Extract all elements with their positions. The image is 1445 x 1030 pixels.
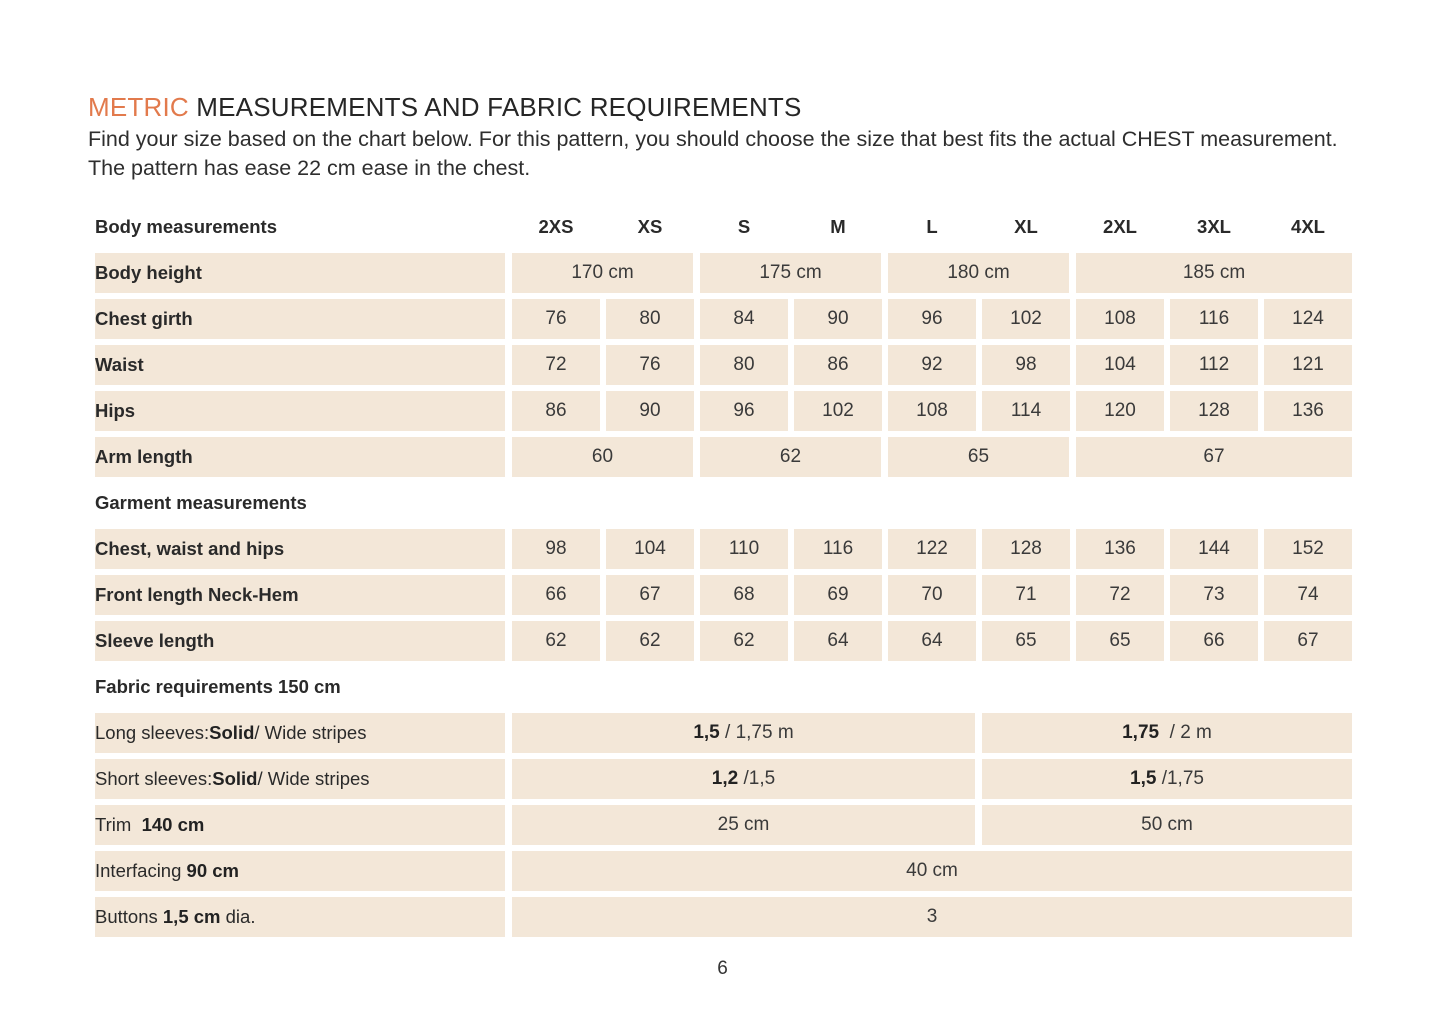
size-header: XL	[1014, 216, 1038, 237]
body-height-group: 170 cm	[512, 253, 693, 293]
body-value-cell: 124	[1264, 299, 1352, 339]
body-value-cell: 102	[794, 391, 882, 431]
garment-value-cell: 98	[512, 529, 600, 569]
body-value-cell: 96	[888, 299, 976, 339]
label-text: Buttons	[95, 906, 163, 927]
size-header: M	[830, 216, 846, 237]
body-value-cell: 86	[512, 391, 600, 431]
body-value-cell: 84	[700, 299, 788, 339]
body-value-cell: 121	[1264, 345, 1352, 385]
label-text: dia.	[220, 906, 256, 927]
garment-value-cell: 70	[888, 575, 976, 615]
body-value-cell: 136	[1264, 391, 1352, 431]
label-bold-text: 1,5 cm	[162, 906, 221, 927]
arm-length-group: 62	[700, 437, 881, 477]
row-label-body-height: Body height	[95, 253, 505, 293]
row-label-buttons	[95, 897, 505, 937]
body-value-cell: 92	[888, 345, 976, 385]
row-label-trim	[95, 805, 505, 845]
body-value-cell: 90	[606, 391, 694, 431]
garment-value-cell: 62	[606, 621, 694, 661]
body-row-label: Waist	[95, 345, 505, 385]
body-value-cell: 76	[512, 299, 600, 339]
body-height-group: 185 cm	[1076, 253, 1352, 293]
long-sleeves-large-sizes	[982, 713, 1352, 753]
garment-value-cell: 68	[700, 575, 788, 615]
garment-value-cell: 67	[606, 575, 694, 615]
value-text: / 1,75 m	[719, 722, 794, 743]
arm-length-group: 67	[1076, 437, 1352, 477]
garment-value-cell: 67	[1264, 621, 1352, 661]
garment-value-cell: 152	[1264, 529, 1352, 569]
garment-value-cell: 66	[512, 575, 600, 615]
body-value-cell: 76	[606, 345, 694, 385]
garment-value-cell: 72	[1076, 575, 1164, 615]
interfacing-all-sizes: 40 cm	[512, 851, 1352, 891]
buttons-all-sizes: 3	[512, 897, 1352, 937]
arm-length-group: 60	[512, 437, 693, 477]
body-value-cell: 90	[794, 299, 882, 339]
garment-value-cell: 64	[888, 621, 976, 661]
garment-value-cell: 144	[1170, 529, 1258, 569]
value-text: /1,75	[1156, 768, 1204, 789]
title-rest: MEASUREMENTS AND FABRIC REQUIREMENTS	[188, 92, 802, 122]
label-text: Long sleeves:	[95, 722, 210, 743]
garment-row-label: Chest, waist and hips	[95, 529, 505, 569]
body-value-cell: 72	[512, 345, 600, 385]
body-value-cell: 80	[606, 299, 694, 339]
size-header: 3XL	[1197, 216, 1231, 237]
garment-value-cell: 71	[982, 575, 1070, 615]
intro-text: Find your size based on the chart below. For this pattern, you should choose the size that best fits the actual CHEST measurement. The pattern has ease 22 cm ease in the chest.	[88, 127, 1338, 180]
body-value-cell: 108	[1076, 299, 1164, 339]
garment-value-cell: 62	[700, 621, 788, 661]
body-value-cell: 128	[1170, 391, 1258, 431]
body-value-cell: 102	[982, 299, 1070, 339]
garment-value-cell: 122	[888, 529, 976, 569]
garment-value-cell: 65	[982, 621, 1070, 661]
body-row-label: Hips	[95, 391, 505, 431]
value-bold: 1,5	[693, 722, 720, 743]
trim-small-sizes: 25 cm	[512, 805, 975, 845]
garment-value-cell: 69	[794, 575, 882, 615]
row-label-long-sleeves	[95, 713, 505, 753]
label-bold-text: Solid	[209, 722, 255, 743]
body-row-label: Chest girth	[95, 299, 505, 339]
garment-value-cell: 74	[1264, 575, 1352, 615]
row-label-interfacing	[95, 851, 505, 891]
garment-value-cell: 136	[1076, 529, 1164, 569]
row-label-arm-length: Arm length	[95, 437, 505, 477]
value-bold: 1,5	[1130, 768, 1157, 789]
size-header: 2XS	[538, 216, 574, 237]
garment-value-cell: 73	[1170, 575, 1258, 615]
garment-row-label: Front length Neck-Hem	[95, 575, 505, 615]
garment-value-cell: 62	[512, 621, 600, 661]
garment-row-label: Sleeve length	[95, 621, 505, 661]
body-value-cell: 104	[1076, 345, 1164, 385]
label-text: Interfacing	[95, 860, 187, 881]
trim-large-sizes: 50 cm	[982, 805, 1352, 845]
row-label-short-sleeves	[95, 759, 505, 799]
garment-value-cell: 65	[1076, 621, 1164, 661]
size-header: L	[926, 216, 938, 237]
garment-value-cell: 110	[700, 529, 788, 569]
body-height-group: 180 cm	[888, 253, 1069, 293]
body-value-cell: 116	[1170, 299, 1258, 339]
value-text: /1,5	[738, 768, 776, 789]
size-header: S	[737, 216, 751, 237]
body-value-cell: 86	[794, 345, 882, 385]
page-title	[88, 92, 802, 123]
garment-value-cell: 116	[794, 529, 882, 569]
body-value-cell: 120	[1076, 391, 1164, 431]
garment-value-cell: 104	[606, 529, 694, 569]
body-height-group: 175 cm	[700, 253, 881, 293]
size-header: XS	[637, 216, 663, 237]
long-sleeves-small-sizes	[512, 713, 975, 753]
short-sleeves-small-sizes	[512, 759, 975, 799]
label-bold-text: 90 cm	[186, 860, 239, 881]
page-number: 6	[717, 958, 728, 979]
title-accent: METRIC	[88, 92, 189, 122]
garment-value-cell: 64	[794, 621, 882, 661]
fabric-requirements-heading: Fabric requirements 150 cm	[95, 676, 341, 697]
label-text: Trim	[95, 814, 142, 835]
body-value-cell: 112	[1170, 345, 1258, 385]
label-text: / Wide stripes	[257, 768, 370, 789]
body-value-cell: 114	[982, 391, 1070, 431]
short-sleeves-large-sizes	[982, 759, 1352, 799]
value-bold: 1,75	[1122, 722, 1160, 743]
body-value-cell: 96	[700, 391, 788, 431]
size-header: 4XL	[1291, 216, 1325, 237]
label-bold-text: Solid	[212, 768, 258, 789]
body-value-cell: 108	[888, 391, 976, 431]
arm-length-group: 65	[888, 437, 1069, 477]
body-value-cell: 80	[700, 345, 788, 385]
value-text: / 2 m	[1159, 722, 1212, 743]
body-measurements-heading: Body measurements	[95, 216, 277, 237]
garment-value-cell: 128	[982, 529, 1070, 569]
body-value-cell: 98	[982, 345, 1070, 385]
label-text: / Wide stripes	[254, 722, 367, 743]
garment-value-cell: 66	[1170, 621, 1258, 661]
value-bold: 1,2	[711, 768, 739, 789]
label-bold-text: 140 cm	[141, 814, 205, 835]
garment-measurements-heading: Garment measurements	[95, 492, 307, 513]
label-text: Short sleeves:	[95, 768, 213, 789]
size-header: 2XL	[1103, 216, 1137, 237]
